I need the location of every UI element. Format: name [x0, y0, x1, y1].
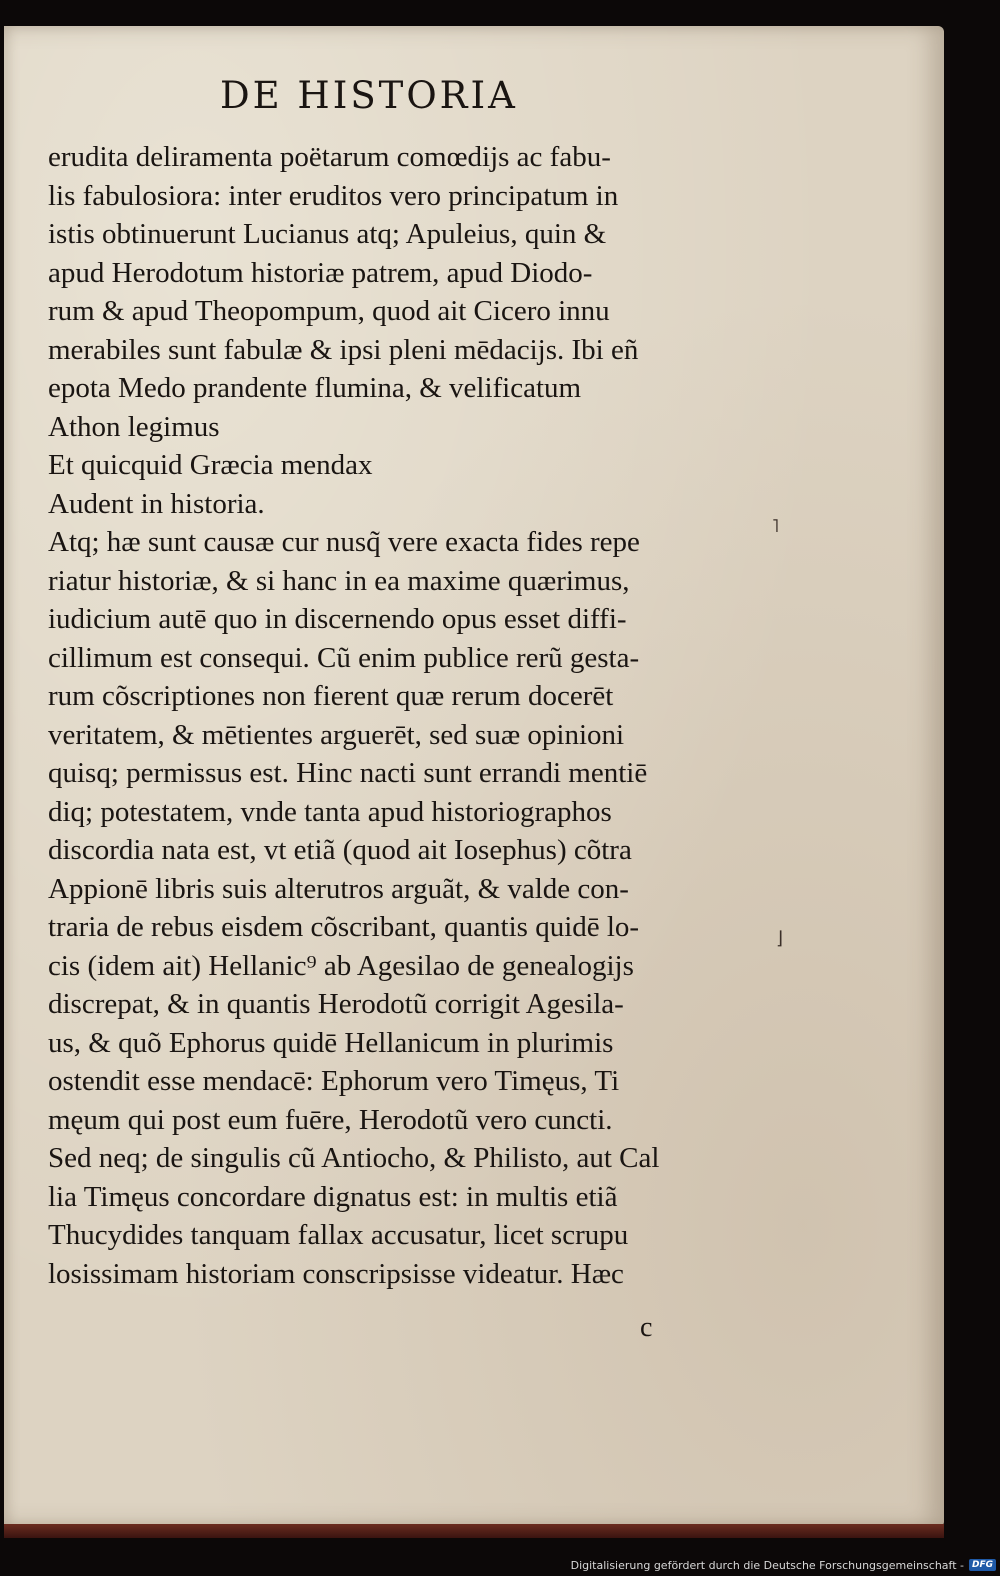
text-line: erudita deliramenta poëtarum comœdijs ac fabu-: [48, 141, 611, 173]
body-text: [48, 138, 788, 1293]
text-line: riatur historiæ, & si hanc in ea maxime quærimus,: [48, 564, 630, 597]
text-line: cis (idem ait) Hellanic⁹ ab Agesilao de genealogijs: [48, 949, 634, 982]
text-line: ostendit esse mendacē: Ephorum vero Timęus, Ti: [48, 1065, 620, 1097]
text-line: quisq; permissus est. Hinc nacti sunt errandi mentiē: [48, 757, 648, 789]
running-head: DE HISTORIA: [220, 74, 518, 117]
dfg-logo: DFG: [969, 1559, 996, 1571]
text-line: lis fabulosiora: inter eruditos vero principatum in: [48, 179, 619, 212]
text-line: męum qui post eum fuēre, Herodotũ vero cuncti.: [48, 1103, 613, 1136]
text-line: merabiles sunt fabulæ & ipsi pleni mēdacijs. Ibi eñ: [48, 333, 639, 366]
footer-bar: [571, 1554, 1000, 1576]
page-edge: [4, 1524, 944, 1538]
signature-mark: c: [640, 1312, 653, 1343]
text-line: rum cõscriptiones non fierent quæ rerum docerēt: [48, 680, 614, 712]
text-line: Thucydides tanquam fallax accusatur, licet scrupu: [48, 1219, 629, 1251]
text-line: Appionē libris suis alterutros arguãt, & valde con-: [48, 872, 629, 905]
text-line: iudicium autē quo in discernendo opus esset diffi-: [48, 603, 627, 635]
text-line: apud Herodotum historiæ patrem, apud Diodo-: [48, 256, 593, 289]
footer-credit: Digitalisierung gefördert durch die Deutsche Forschungsgemeinschaft -: [570, 1558, 964, 1572]
text-line: Athon legimus: [48, 410, 220, 443]
text-line: Et quicquid Græcia mendax: [48, 449, 373, 481]
text-line: us, & quõ Ephorus quidē Hellanicum in plurimis: [48, 1026, 614, 1059]
text-line: discordia nata est, vt etiã (quod ait Iosephus) cõtra: [48, 834, 632, 866]
text-line: cillimum est consequi. Cũ enim publice rerũ gesta-: [48, 641, 640, 674]
text-line: lia Timęus concordare dignatus est: in multis etiã: [48, 1180, 618, 1213]
margin-mark: ⌋: [776, 928, 784, 948]
text-line: diq; potestatem, vnde tanta apud historiographos: [48, 795, 612, 828]
text-line: rum & apud Theopompum, quod ait Cicero innu: [48, 295, 610, 327]
text-line: discrepat, & in quantis Herodotũ corrigit Agesila-: [48, 988, 624, 1020]
text-line: Sed neq; de singulis cũ Antiocho, & Philisto, aut Cal: [48, 1142, 660, 1174]
text-line: Audent in historia.: [48, 487, 265, 520]
text-line: epota Medo prandente flumina, & velificatum: [48, 372, 582, 404]
text-line: istis obtinuerunt Lucianus atq; Apuleius, quin &: [48, 218, 607, 250]
text-line: traria de rebus eisdem cõscribant, quantis quidē lo-: [48, 911, 640, 943]
text-line: veritatem, & mētientes arguerēt, sed suæ opinioni: [48, 718, 625, 751]
margin-mark: ˥: [772, 516, 779, 536]
text-line: Atq; hæ sunt causæ cur nusq̃ vere exacta fides repe: [48, 526, 640, 558]
text-line: losissimam historiam conscripsisse videatur. Hæc: [48, 1257, 624, 1290]
